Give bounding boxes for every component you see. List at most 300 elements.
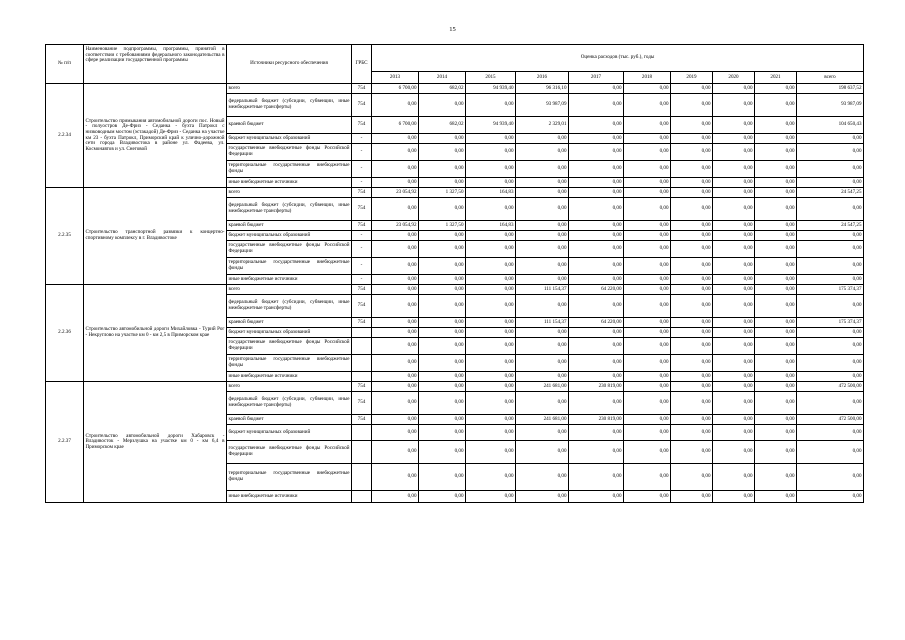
year-value: 0,00 [569,231,624,241]
year-value: 23 054,92 [372,188,419,198]
total-value: 472 500,00 [797,382,864,392]
year-value: 0,00 [624,231,671,241]
funding-source: краевой бюджет [227,117,352,134]
total-value: 198 637,52 [797,84,864,94]
year-value: 0,00 [569,178,624,188]
year-value: 0,00 [569,94,624,117]
year-value: 0,00 [671,134,713,144]
program-name: Строительство автомобильной дороги Михайловка - Турий Рог - Некруглово на участке км 0 - км 2,5 в Приморском крае [84,285,227,382]
row-number: 2.2.35 [46,188,84,285]
year-value: 0,00 [713,134,755,144]
year-value: 241 681,00 [516,382,569,392]
year-value: 0,00 [372,392,419,415]
funding-source: всего [227,382,352,392]
total-value: 0,00 [797,258,864,275]
year-value: 0,00 [713,318,755,328]
year-value: 0,00 [569,275,624,285]
year-value: 0,00 [569,117,624,134]
year-value: 0,00 [466,134,516,144]
funding-source: всего [227,84,352,94]
grbs-code: 754 [352,295,372,318]
grbs-code [352,441,372,464]
year-value: 0,00 [372,425,419,441]
year-value: 0,00 [419,392,466,415]
grbs-code: - [352,134,372,144]
year-value: 164,83 [466,221,516,231]
year-value: 0,00 [516,275,569,285]
grbs-code [352,338,372,355]
year-value: 0,00 [713,355,755,372]
total-value: 0,00 [797,178,864,188]
header-year: 2016 [516,72,569,84]
grbs-code: 754 [352,382,372,392]
year-value: 2 329,01 [516,117,569,134]
year-value: 0,00 [755,117,797,134]
year-value: 0,00 [466,464,516,491]
header-year: всего [797,72,864,84]
expenses-table [45,44,864,503]
year-value: 0,00 [671,328,713,338]
year-value: 0,00 [671,392,713,415]
year-value: 0,00 [671,275,713,285]
grbs-code: 754 [352,188,372,198]
page-number: 15 [449,26,456,33]
year-value: 0,00 [755,178,797,188]
year-value: 0,00 [569,198,624,221]
year-value: 0,00 [713,285,755,295]
year-value: 0,00 [713,117,755,134]
year-value: 0,00 [624,441,671,464]
year-value: 0,00 [419,198,466,221]
funding-source: территориальные государственные внебюджетные фонды [227,355,352,372]
year-value: 0,00 [516,355,569,372]
year-value: 0,00 [466,285,516,295]
year-value: 0,00 [713,275,755,285]
grbs-code: 754 [352,415,372,425]
year-value: 230 819,00 [569,415,624,425]
year-value: 0,00 [671,285,713,295]
year-value: 230 819,00 [569,382,624,392]
year-value: 0,00 [466,382,516,392]
program-name: Строительство примыкания автомобильной дороги пос. Новый - полуостров Де-Фриз - Седанка - бухта Патрокл с низководным мостом (эстакадой) Де-Фриз - Седанка на участке км 23 - бухта Патрокл, Приморский край к улично-дорожной сети города Владивостока в районе ул. Фадеева, ул. Космонавтов и ул. Снеговой [84,84,227,188]
total-value: 0,00 [797,161,864,178]
year-value: 0,00 [624,258,671,275]
year-value: 0,00 [671,441,713,464]
year-value: 0,00 [755,382,797,392]
year-value: 6 700,00 [372,84,419,94]
year-value: 0,00 [419,94,466,117]
year-value: 0,00 [624,425,671,441]
row-number: 2.2.36 [46,285,84,382]
grbs-code: 754 [352,285,372,295]
year-value: 0,00 [569,144,624,161]
year-value: 0,00 [713,161,755,178]
total-value: 0,00 [797,275,864,285]
year-value: 0,00 [624,198,671,221]
year-value: 0,00 [372,144,419,161]
total-value: 0,00 [797,144,864,161]
year-value: 0,00 [671,491,713,503]
funding-source: федеральный бюджет (субсидии, субвенции, иные межбюджетные трансферты) [227,392,352,415]
year-value: 0,00 [419,231,466,241]
year-value: 1 327,50 [419,221,466,231]
year-value: 0,00 [624,178,671,188]
funding-source: бюджет муниципальных образований [227,231,352,241]
year-value: 0,00 [713,415,755,425]
year-value: 0,00 [516,464,569,491]
year-value: 0,00 [671,258,713,275]
funding-source: территориальные государственные внебюджетные фонды [227,464,352,491]
funding-source: государственные внебюджетные фонды Российской Федерации [227,144,352,161]
total-value: 0,00 [797,372,864,382]
grbs-code [352,355,372,372]
year-value: 0,00 [713,382,755,392]
year-value: 0,00 [624,491,671,503]
total-value: 24 547,25 [797,188,864,198]
year-value: 0,00 [755,441,797,464]
year-value: 0,00 [569,188,624,198]
total-value: 0,00 [797,198,864,221]
year-value: 0,00 [755,221,797,231]
year-value: 0,00 [372,241,419,258]
grbs-code [352,425,372,441]
year-value: 0,00 [569,221,624,231]
total-value: 93 987,09 [797,94,864,117]
total-value: 0,00 [797,231,864,241]
year-value: 0,00 [569,441,624,464]
year-value: 0,00 [755,464,797,491]
year-value: 0,00 [419,134,466,144]
year-value: 0,00 [624,295,671,318]
year-value: 0,00 [755,355,797,372]
year-value: 0,00 [624,221,671,231]
year-value: 0,00 [516,441,569,464]
year-value: 0,00 [419,355,466,372]
year-value: 0,00 [713,258,755,275]
year-value: 0,00 [624,464,671,491]
year-value: 0,00 [624,84,671,94]
year-value: 0,00 [624,415,671,425]
year-value: 0,00 [569,355,624,372]
year-value: 0,00 [624,382,671,392]
grbs-code: - [352,161,372,178]
grbs-code: 754 [352,94,372,117]
year-value: 0,00 [713,198,755,221]
year-value: 0,00 [671,117,713,134]
grbs-code: 754 [352,318,372,328]
total-value: 0,00 [797,241,864,258]
header-year: 2014 [419,72,466,84]
year-value: 0,00 [516,134,569,144]
year-value: 0,00 [516,295,569,318]
funding-source: всего [227,188,352,198]
year-value: 0,00 [624,275,671,285]
year-value: 0,00 [624,392,671,415]
year-value: 0,00 [713,328,755,338]
year-value: 0,00 [372,441,419,464]
year-value: 0,00 [713,144,755,161]
header-sources: Источники ресурсного обеспечения [227,45,352,84]
header-year: 2018 [624,72,671,84]
year-value: 0,00 [624,134,671,144]
year-value: 0,00 [419,275,466,285]
program-name: Строительство автомобильной дороги Хабаровск - Владивосток - Мерзлушка на участке км 0 - км 6,4 в Приморском крае [84,382,227,503]
year-value: 0,00 [671,338,713,355]
total-value: 0,00 [797,338,864,355]
year-value: 64 220,00 [569,318,624,328]
year-value: 0,00 [466,355,516,372]
year-value: 0,00 [569,392,624,415]
year-value: 0,00 [466,275,516,285]
header-number: № п/п [46,45,84,84]
year-value: 0,00 [713,241,755,258]
year-value: 0,00 [755,425,797,441]
year-value: 0,00 [624,338,671,355]
year-value: 0,00 [466,258,516,275]
year-value: 0,00 [755,338,797,355]
year-value: 0,00 [466,338,516,355]
total-value: 0,00 [797,464,864,491]
year-value: 0,00 [624,144,671,161]
funding-source: краевой бюджет [227,318,352,328]
year-value: 0,00 [372,338,419,355]
year-value: 0,00 [516,425,569,441]
grbs-code: - [352,241,372,258]
grbs-code [352,372,372,382]
year-value: 0,00 [713,94,755,117]
year-value: 0,00 [516,221,569,231]
year-value: 0,00 [372,161,419,178]
year-value: 0,00 [419,318,466,328]
grbs-code: 754 [352,221,372,231]
year-value: 0,00 [671,221,713,231]
year-value: 0,00 [466,372,516,382]
funding-source: государственные внебюджетные фонды Российской Федерации [227,241,352,258]
year-value: 0,00 [671,415,713,425]
year-value: 0,00 [671,144,713,161]
funding-source: иные внебюджетные источники [227,372,352,382]
year-value: 0,00 [713,491,755,503]
year-value: 0,00 [466,491,516,503]
year-value: 0,00 [466,328,516,338]
year-value: 0,00 [466,144,516,161]
year-value: 0,00 [713,231,755,241]
total-value: 0,00 [797,134,864,144]
year-value: 0,00 [755,94,797,117]
total-value: 0,00 [797,355,864,372]
year-value: 0,00 [755,392,797,415]
year-value: 0,00 [466,94,516,117]
year-value: 0,00 [755,295,797,318]
funding-source: бюджет муниципальных образований [227,328,352,338]
year-value: 0,00 [755,231,797,241]
year-value: 0,00 [755,491,797,503]
year-value: 0,00 [569,84,624,94]
header-year: 2013 [372,72,419,84]
year-value: 0,00 [671,84,713,94]
year-value: 0,00 [755,275,797,285]
year-value: 0,00 [372,134,419,144]
year-value: 0,00 [569,295,624,318]
year-value: 0,00 [516,328,569,338]
year-value: 0,00 [516,392,569,415]
year-value: 0,00 [671,241,713,258]
year-value: 6 700,00 [372,117,419,134]
total-value: 175 374,37 [797,318,864,328]
year-value: 0,00 [671,318,713,328]
program-name: Строительство транспортной развязки к концертно-спортивному комплексу в г. Владивостоке [84,188,227,285]
year-value: 0,00 [516,491,569,503]
table-row [46,84,864,94]
year-value: 0,00 [755,144,797,161]
year-value: 0,00 [755,84,797,94]
year-value: 0,00 [713,295,755,318]
year-value: 0,00 [419,464,466,491]
year-value: 0,00 [516,372,569,382]
grbs-code: 754 [352,392,372,415]
year-value: 0,00 [516,178,569,188]
funding-source: иные внебюджетные источники [227,178,352,188]
funding-source: иные внебюджетные источники [227,491,352,503]
funding-source: государственные внебюджетные фонды Российской Федерации [227,338,352,355]
year-value: 0,00 [755,285,797,295]
year-value: 0,00 [372,285,419,295]
year-value: 0,00 [372,295,419,318]
year-value: 1 327,50 [419,188,466,198]
year-value: 0,00 [372,491,419,503]
grbs-code: 754 [352,117,372,134]
year-value: 0,00 [419,415,466,425]
funding-source: федеральный бюджет (субсидии, субвенции, иные межбюджетные трансферты) [227,198,352,221]
year-value: 0,00 [755,318,797,328]
grbs-code: - [352,231,372,241]
year-value: 0,00 [466,441,516,464]
year-value: 0,00 [516,161,569,178]
year-value: 0,00 [755,198,797,221]
year-value: 94 939,40 [466,84,516,94]
header-year: 2015 [466,72,516,84]
year-value: 0,00 [713,392,755,415]
year-value: 0,00 [466,295,516,318]
year-value: 0,00 [569,338,624,355]
year-value: 111 154,37 [516,285,569,295]
year-value: 0,00 [671,464,713,491]
year-value: 0,00 [671,295,713,318]
year-value: 0,00 [713,178,755,188]
table-row [46,188,864,198]
row-number: 2.2.37 [46,382,84,503]
year-value: 0,00 [516,258,569,275]
grbs-code [352,464,372,491]
year-value: 0,00 [419,285,466,295]
year-value: 0,00 [624,285,671,295]
year-value: 0,00 [419,328,466,338]
year-value: 0,00 [516,188,569,198]
year-value: 0,00 [372,178,419,188]
header-year: 2021 [755,72,797,84]
table-row [46,382,864,392]
year-value: 0,00 [466,425,516,441]
year-value: 96 316,10 [516,84,569,94]
year-value: 0,00 [516,241,569,258]
year-value: 0,00 [516,144,569,161]
grbs-code: 754 [352,198,372,221]
year-value: 0,00 [569,258,624,275]
year-value: 0,00 [419,382,466,392]
year-value: 0,00 [419,144,466,161]
year-value: 0,00 [671,94,713,117]
grbs-code [352,491,372,503]
year-value: 0,00 [671,382,713,392]
year-value: 0,00 [466,198,516,221]
year-value: 164,83 [466,188,516,198]
year-value: 0,00 [671,198,713,221]
total-value: 175 374,37 [797,285,864,295]
total-value: 0,00 [797,425,864,441]
header-estimate: Оценка расходов (тыс. руб.), годы [372,45,864,72]
year-value: 0,00 [516,231,569,241]
grbs-code: - [352,178,372,188]
year-value: 0,00 [466,415,516,425]
funding-source: бюджет муниципальных образований [227,134,352,144]
year-value: 0,00 [569,464,624,491]
year-value: 0,00 [671,355,713,372]
year-value: 0,00 [624,318,671,328]
year-value: 0,00 [713,372,755,382]
year-value: 0,00 [624,241,671,258]
funding-source: краевой бюджет [227,221,352,231]
year-value: 0,00 [671,188,713,198]
year-value: 0,00 [419,338,466,355]
year-value: 0,00 [516,338,569,355]
year-value: 0,00 [755,415,797,425]
year-value: 0,00 [419,241,466,258]
total-value: 0,00 [797,328,864,338]
year-value: 0,00 [466,231,516,241]
year-value: 0,00 [624,372,671,382]
year-value: 0,00 [372,94,419,117]
year-value: 0,00 [372,464,419,491]
year-value: 241 681,00 [516,415,569,425]
year-value: 111 154,37 [516,318,569,328]
year-value: 0,00 [671,425,713,441]
year-value: 0,00 [755,161,797,178]
funding-source: краевой бюджет [227,415,352,425]
header-year: 2020 [713,72,755,84]
year-value: 0,00 [466,241,516,258]
header-year: 2017 [569,72,624,84]
year-value: 0,00 [713,464,755,491]
year-value: 0,00 [372,328,419,338]
funding-source: территориальные государственные внебюджетные фонды [227,161,352,178]
funding-source: территориальные государственные внебюджетные фонды [227,258,352,275]
year-value: 0,00 [372,231,419,241]
year-value: 0,00 [372,258,419,275]
year-value: 0,00 [419,161,466,178]
year-value: 0,00 [671,231,713,241]
year-value: 0,00 [419,491,466,503]
year-value: 0,00 [569,328,624,338]
year-value: 0,00 [372,372,419,382]
funding-source: федеральный бюджет (субсидии, субвенции, иные межбюджетные трансферты) [227,94,352,117]
year-value: 0,00 [671,161,713,178]
year-value: 0,00 [569,425,624,441]
year-value: 0,00 [419,372,466,382]
grbs-code: - [352,144,372,161]
grbs-code: - [352,258,372,275]
year-value: 0,00 [755,328,797,338]
funding-source: государственные внебюджетные фонды Российской Федерации [227,441,352,464]
